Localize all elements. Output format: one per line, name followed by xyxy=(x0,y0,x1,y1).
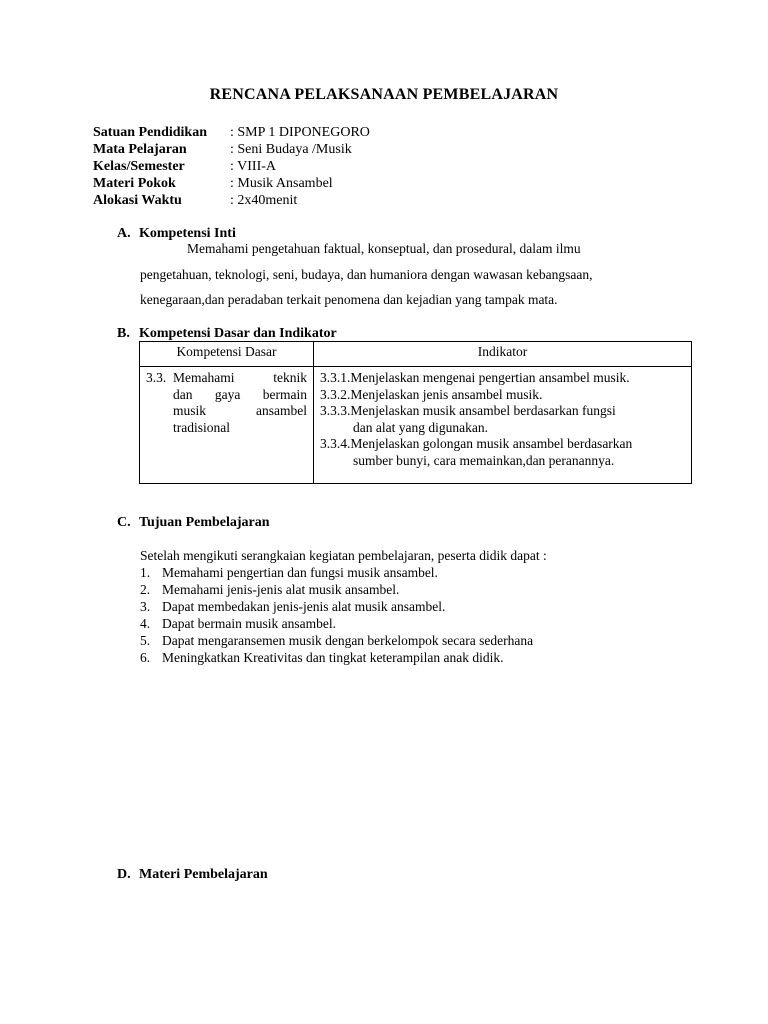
kd-line: 3.3. Memahami teknik xyxy=(146,370,307,385)
identity-row xyxy=(93,192,370,209)
paragraph-line: kenegaraan,dan peradaban terkait penomena dan kejadian yang tampak mata. xyxy=(140,292,558,307)
list-text: Memahami jenis-jenis alat musik ansambel. xyxy=(162,582,400,597)
identity-row xyxy=(93,158,370,175)
section-d-heading xyxy=(117,867,268,883)
indicator-continuation: dan alat yang digunakan. xyxy=(353,419,488,435)
section-title: Kompetensi Inti xyxy=(139,226,236,241)
identity-value: : Musik Ansambel xyxy=(230,176,333,191)
indicator-item: 3.3.2.Menjelaskan jenis ansambel musik. xyxy=(320,386,543,402)
list-item xyxy=(140,598,547,615)
section-title: Tujuan Pembelajaran xyxy=(139,515,270,530)
list-text: Dapat mengaransemen musik dengan berkelompok secara sederhana xyxy=(162,633,534,648)
tujuan-list xyxy=(140,564,547,666)
indikator-cell xyxy=(314,367,692,484)
identity-label: Satuan Pendidikan xyxy=(93,125,207,140)
paragraph-line: Memahami pengetahuan faktual, konseptual, dan prosedural, dalam ilmu xyxy=(187,241,581,256)
list-text: Dapat bermain musik ansambel. xyxy=(162,616,336,631)
list-item xyxy=(140,632,547,649)
kd-line: tradisional xyxy=(173,419,230,435)
identity-row xyxy=(93,124,370,141)
indicator-item: 3.3.1.Menjelaskan mengenai pengertian ansambel musik. xyxy=(320,370,630,385)
identity-value: : SMP 1 DIPONEGORO xyxy=(230,125,370,140)
identity-value: : Seni Budaya /Musik xyxy=(230,142,352,157)
list-text: Dapat membedakan jenis-jenis alat musik ansambel. xyxy=(162,599,446,614)
identity-row xyxy=(93,175,370,192)
document-title: RENCANA PELAKSANAAN PEMBELAJARAN xyxy=(209,86,559,103)
section-b-heading xyxy=(117,326,337,342)
indicator-continuation: sumber bunyi, cara memainkan,dan peranannya. xyxy=(353,452,615,468)
section-letter: A. xyxy=(117,226,131,241)
list-item xyxy=(140,564,547,581)
list-item xyxy=(140,649,547,666)
list-number: 1. xyxy=(140,565,151,580)
kd-line: musik ansambel xyxy=(173,403,307,418)
section-letter: B. xyxy=(117,326,130,341)
list-number: 6. xyxy=(140,650,151,665)
identity-block xyxy=(93,124,370,209)
identity-label: Materi Pokok xyxy=(93,176,176,191)
identity-label: Mata Pelajaran xyxy=(93,142,187,157)
kompetensi-inti-paragraph xyxy=(140,236,680,313)
indicator-item: 3.3.4.Menjelaskan golongan musik ansambel berdasarkan xyxy=(320,436,633,451)
identity-value: : 2x40menit xyxy=(230,193,298,208)
section-title: Materi Pembelajaran xyxy=(139,867,268,882)
list-text: Memahami pengertian dan fungsi musik ansambel. xyxy=(162,565,438,580)
table-header-row xyxy=(140,342,692,367)
list-number: 5. xyxy=(140,633,151,648)
kompetensi-table xyxy=(139,341,692,484)
table-header-cell: Indikator xyxy=(314,342,692,367)
table-row xyxy=(140,367,692,484)
identity-row xyxy=(93,141,370,158)
tujuan-intro: Setelah mengikuti serangkaian kegiatan pembelajaran, peserta didik dapat : xyxy=(140,548,547,563)
kd-cell xyxy=(140,367,314,484)
paragraph-line: pengetahuan, teknologi, seni, budaya, dan humaniora dengan wawasan kebangsaan, xyxy=(140,266,593,282)
indicator-item: 3.3.3.Menjelaskan musik ansambel berdasarkan fungsi xyxy=(320,403,616,418)
identity-label: Kelas/Semester xyxy=(93,159,185,174)
kd-line: dan gaya bermain xyxy=(173,386,307,402)
list-number: 2. xyxy=(140,582,151,597)
identity-label: Alokasi Waktu xyxy=(93,193,182,208)
section-letter: D. xyxy=(117,867,131,882)
list-text: Meningkatkan Kreativitas dan tingkat keterampilan anak didik. xyxy=(162,650,504,665)
identity-value: : VIII-A xyxy=(230,159,277,174)
list-item xyxy=(140,615,547,632)
table-header-cell: Kompetensi Dasar xyxy=(140,342,314,367)
tujuan-block xyxy=(140,547,547,666)
section-letter: C. xyxy=(117,515,131,530)
list-item xyxy=(140,581,547,598)
kd-number: 3.3. xyxy=(146,370,167,385)
list-number: 3. xyxy=(140,599,151,614)
section-title: Kompetensi Dasar dan Indikator xyxy=(139,326,337,341)
section-c-heading xyxy=(117,515,270,531)
list-number: 4. xyxy=(140,616,151,631)
